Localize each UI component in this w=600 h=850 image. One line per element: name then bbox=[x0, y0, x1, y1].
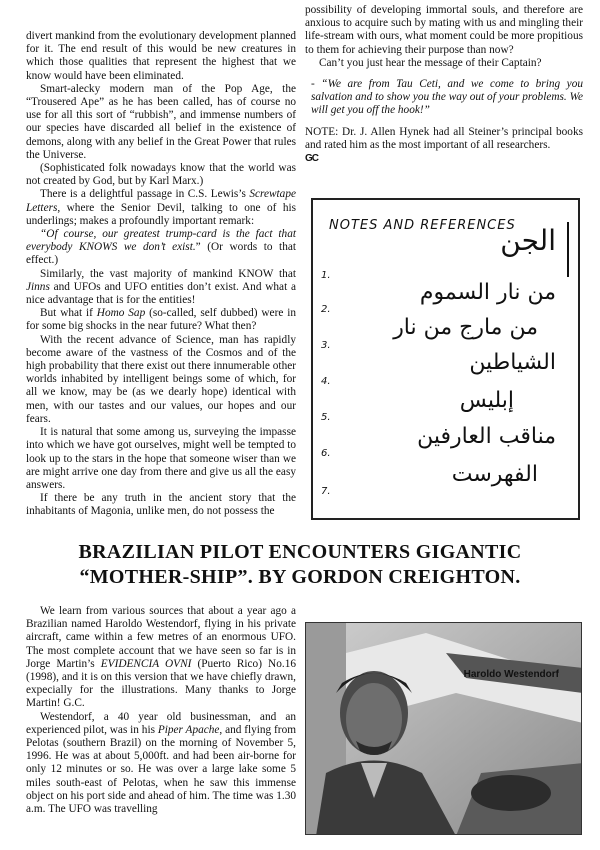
paragraph: Smart-alecky modern man of the Pop Age, the “Trousered Ape” as he has been called, has of course no use for all this sort of “rubbish”, and immense numbers of our species have discarded all belief in the existence of demons, along with any belief in the Great Power that rules the Universe. bbox=[26, 82, 296, 161]
pilot-photo-illustration bbox=[306, 623, 582, 835]
paragraph bbox=[26, 711, 296, 817]
article-headline bbox=[0, 540, 600, 590]
italic-term: Jinns bbox=[26, 280, 50, 293]
note-number: 4. bbox=[321, 376, 331, 387]
note-number: 3. bbox=[321, 340, 331, 351]
paragraph bbox=[26, 307, 296, 333]
note-number: 6. bbox=[321, 448, 331, 459]
headline-line: “MOTHER-SHIP”. BY GORDON CREIGHTON. bbox=[79, 566, 521, 588]
paragraph: With the recent advance of Science, man has rapidly become aware of the vastness of the Cosmos and of the high probability that there exist out there innumerable other worlds inhabited by intelligent beings some of which, for all we know, may be (as we dearly hope) identical with men, with our tastes and our values, our hopes and our fears. bbox=[26, 333, 296, 425]
book-title: Screwtape Letters bbox=[26, 188, 296, 214]
text-span: Westendorf, a 40 year old businessman, and an experienced pilot, was in his bbox=[26, 710, 296, 736]
paragraph bbox=[26, 188, 296, 228]
text-span: Similarly, the vast majority of mankind KNOW that bbox=[40, 267, 296, 280]
paragraph: divert mankind from the evolutionary development planned for it. The end result of this would be new creatures in which those qualities that represent the highest that we know would have been eliminated. bbox=[26, 30, 296, 82]
right-column bbox=[305, 4, 583, 165]
text-span: (so-called, self dubbed) were in for some big shocks in the near future? What then? bbox=[26, 307, 297, 333]
note-number: 5. bbox=[321, 412, 331, 423]
paragraph: Can’t you just hear the message of their Captain? bbox=[319, 56, 542, 69]
captain-quote: - “We are from Tau Ceti, and we come to bring you salvation and to show you the way out of your problems. We will get you off the hook!” bbox=[311, 78, 583, 117]
paragraph bbox=[26, 605, 296, 711]
note-number: 2. bbox=[321, 304, 331, 315]
text-span: , and flying from Pelotas (southern Brazil) on the morning of November 5, 1996. He was at about 5,000ft. and had been air-borne for only 12 minutes or so. He was over a large lake some 5 miles south-east of Pelotas, when he saw this immense object on his port side and ahead of him. The time was 1.30 a.m. The UFO was travelling bbox=[26, 723, 296, 816]
spacer bbox=[305, 118, 583, 126]
notes-and-references-box bbox=[311, 198, 580, 520]
notes-title: NOTES AND REFERENCES bbox=[329, 218, 516, 233]
gc-signature: GC bbox=[305, 153, 318, 165]
text-span: (Puerto Rico) No.16 (1998), and it is on this version that we have chiefly drawn, expecially for the illustrations. Many thanks to Jorge Martin! G.C. bbox=[26, 657, 296, 710]
arabic-note: من مارج من نار bbox=[393, 315, 538, 340]
note-paragraph: NOTE: Dr. J. Allen Hynek had all Steiner’s principal books and rated him as the most important of all researchers. bbox=[305, 125, 583, 151]
text-span: There is a delightful passage in C.S. Lewis’s bbox=[40, 188, 250, 201]
paragraph bbox=[26, 228, 296, 268]
left-column bbox=[26, 30, 296, 519]
pilot-photo bbox=[305, 622, 582, 835]
text-span: , where the Senior Devil, talking to one of his underlings; makes a profoundly important remark: bbox=[26, 201, 296, 227]
spacer bbox=[305, 70, 583, 78]
text-span: ” (Or words to that effect.) bbox=[26, 241, 296, 267]
text-span: and UFOs and UFO entities don’t exist. And what a nice advantage that is for the entities! bbox=[26, 280, 296, 307]
note-number: 7. bbox=[321, 486, 331, 497]
arabic-note: الفهرست bbox=[451, 462, 538, 487]
bracket-mark bbox=[567, 222, 569, 277]
magazine-title: EVIDENCIA OVNI bbox=[100, 657, 192, 670]
note-number: 1. bbox=[321, 270, 331, 281]
arabic-note: مناقب العارفين bbox=[417, 424, 556, 449]
arabic-note: إبليس bbox=[459, 388, 514, 413]
article-column bbox=[26, 605, 296, 816]
headline-line: BRAZILIAN PILOT ENCOUNTERS GIGANTIC bbox=[78, 541, 522, 563]
paragraph: possibility of developing immortal souls, and therefore are anxious to acquire such by mating with us and mingling their life-stream with ours, what moment could be more propitious to them for achieving their purpose than now? bbox=[305, 4, 583, 56]
paragraph: (Sophisticated folk nowadays know that the world was not created by God, but by Karl Marx.) bbox=[26, 162, 296, 188]
text-span: But what if bbox=[40, 307, 97, 320]
quote: “Of course, our greatest trump-card is the fact that everybody KNOWS we don’t exist. bbox=[26, 228, 296, 254]
aircraft-name: Piper Apache bbox=[157, 723, 220, 736]
paragraph bbox=[26, 268, 296, 308]
arabic-note: الجن bbox=[500, 224, 556, 257]
photo-caption: Haroldo Westendorf bbox=[463, 669, 559, 680]
arabic-note: من نار السموم bbox=[419, 280, 556, 305]
paragraph: If there be any truth in the ancient story that the inhabitants of Magonia, unlike men, do not possess the bbox=[26, 492, 296, 518]
arabic-note: الشياطين bbox=[469, 350, 556, 375]
paragraph: It is natural that some among us, surveying the impasse into which we have got ourselves, might well be tempted to look up to the stars in the hope that someone wiser than we are might arrive one day from there and give us all the easy answers. bbox=[26, 426, 296, 491]
italic-term: Homo Sap bbox=[96, 307, 146, 320]
text-span: We learn from various sources that about a year ago a Brazilian named Haroldo Westendorf, flying in his private aircraft, came within a few metres of an enormous UFO. The most complete account that we have seen so far is in Jorge Martin’s bbox=[26, 605, 296, 670]
